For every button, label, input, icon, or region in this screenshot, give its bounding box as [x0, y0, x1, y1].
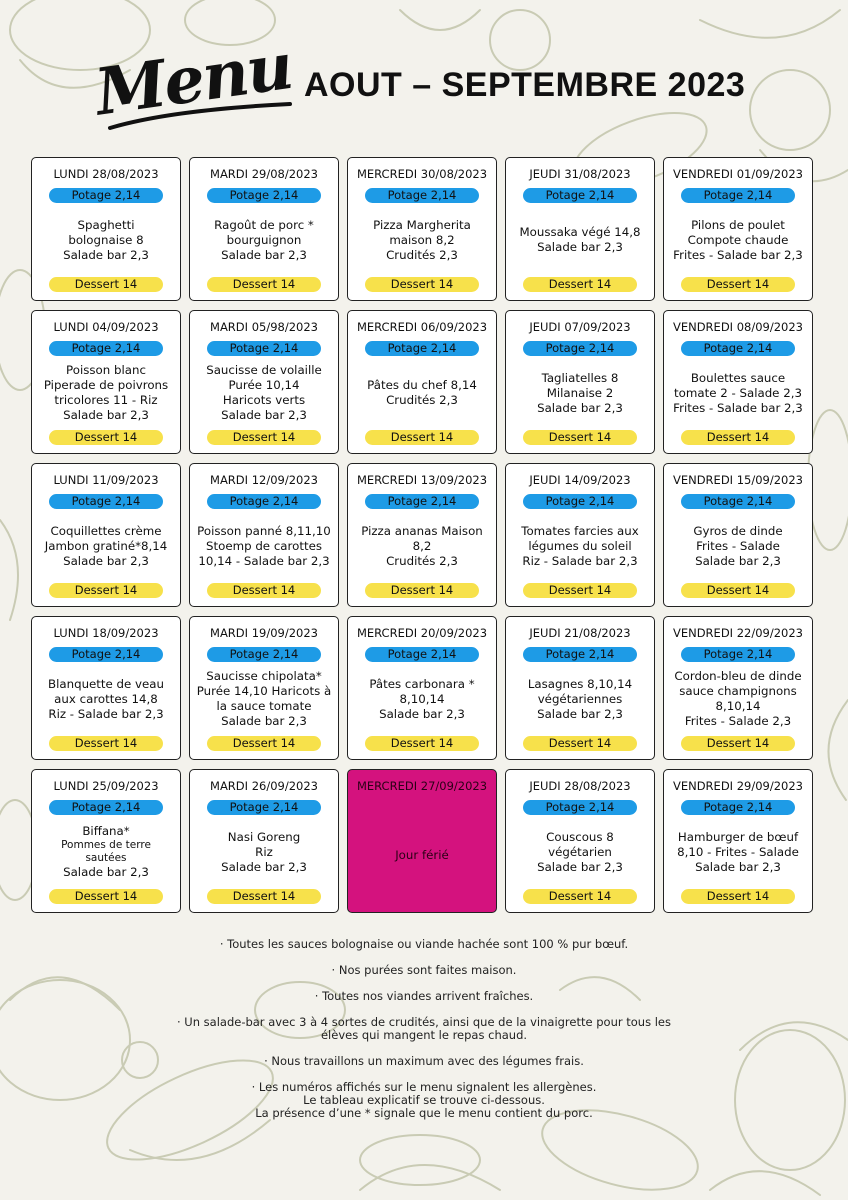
dish-line: Milanaise 2	[546, 385, 614, 400]
dessert-badge: Dessert 14	[523, 889, 637, 904]
dessert-badge: Dessert 14	[365, 583, 479, 598]
day-label: MARDI 19/09/2023	[210, 626, 318, 640]
dish-line: Saucisse de volaille	[206, 363, 322, 377]
note-line: Le tableau explicatif se trouve ci-dessous.	[303, 1093, 545, 1107]
dish-line: sauce champignons	[679, 684, 797, 698]
dish-description	[510, 360, 650, 426]
dish-description	[352, 360, 492, 426]
dessert-badge: Dessert 14	[523, 583, 637, 598]
day-card	[189, 310, 339, 454]
potage-badge: Potage 2,14	[523, 647, 637, 662]
note-line: · Un salade-bar avec 3 à 4 sortes de crudités, ainsi que de la vinaigrette pour tous les	[176, 1015, 671, 1029]
day-label: JEUDI 14/09/2023	[529, 473, 631, 487]
dish-description	[36, 666, 176, 732]
dessert-badge: Dessert 14	[523, 736, 637, 751]
dish-line: 8,10,14	[399, 691, 445, 706]
dish-description	[510, 666, 650, 732]
dish-line: Salade bar 2,3	[63, 408, 149, 422]
dish-line: tomate 2 - Salade 2,3	[674, 385, 802, 400]
dish-line: sautées	[85, 852, 127, 864]
dish-line: Frites - Salade	[696, 538, 780, 553]
dessert-badge: Dessert 14	[207, 583, 321, 598]
day-label: MERCREDI 06/09/2023	[356, 320, 488, 334]
potage-badge: Potage 2,14	[523, 188, 637, 203]
potage-badge: Potage 2,14	[207, 494, 321, 509]
day-card	[31, 157, 181, 301]
dessert-badge: Dessert 14	[49, 430, 163, 445]
dish-line: Salade bar 2,3	[537, 400, 623, 415]
dish-line: Salade bar 2,3	[63, 865, 149, 879]
dish-description	[36, 207, 176, 273]
potage-badge: Potage 2,14	[207, 188, 321, 203]
note-item	[0, 1055, 848, 1068]
dessert-badge: Dessert 14	[207, 736, 321, 751]
dessert-badge: Dessert 14	[207, 889, 321, 904]
dish-line: Pilons de poulet	[691, 217, 785, 232]
potage-badge: Potage 2,14	[523, 494, 637, 509]
day-label: JEUDI 28/08/2023	[529, 779, 631, 793]
dessert-badge: Dessert 14	[49, 736, 163, 751]
day-label: MARDI 05/98/2023	[210, 320, 318, 334]
dish-line: Salade bar 2,3	[537, 859, 623, 874]
dish-line: Riz	[255, 844, 273, 859]
dish-line: Couscous 8	[546, 829, 614, 844]
dish-line: Stoemp de carottes	[206, 538, 322, 553]
dessert-badge: Dessert 14	[207, 430, 321, 445]
potage-badge: Potage 2,14	[207, 647, 321, 662]
note-line: La présence d’une * signale que le menu contient du porc.	[255, 1106, 593, 1120]
day-card	[189, 616, 339, 760]
day-label: LUNDI 11/09/2023	[53, 473, 159, 487]
dessert-badge: Dessert 14	[681, 736, 795, 751]
day-card	[189, 157, 339, 301]
dish-line: 8,10,14	[715, 699, 761, 713]
potage-badge: Potage 2,14	[49, 647, 163, 662]
potage-badge: Potage 2,14	[681, 341, 795, 356]
dish-line: Piperade de poivrons	[43, 378, 169, 392]
potage-badge: Potage 2,14	[365, 647, 479, 662]
potage-badge: Potage 2,14	[523, 341, 637, 356]
dish-line: Purée 14,10 Haricots à	[196, 684, 332, 698]
day-label: MERCREDI 20/09/2023	[356, 626, 488, 640]
dish-description	[668, 666, 808, 732]
dish-description	[194, 513, 334, 579]
dish-line: la sauce tomate	[216, 699, 312, 713]
dish-description	[668, 819, 808, 885]
potage-badge: Potage 2,14	[523, 800, 637, 815]
dish-line: Moussaka végé 14,8	[519, 225, 641, 239]
dish-description	[352, 815, 492, 895]
potage-badge: Potage 2,14	[49, 800, 163, 815]
potage-badge: Potage 2,14	[207, 800, 321, 815]
dish-description	[352, 207, 492, 273]
day-card	[663, 463, 813, 607]
dessert-badge: Dessert 14	[681, 889, 795, 904]
dish-line: Biffana*	[82, 824, 130, 838]
dish-description	[36, 819, 176, 885]
dish-line: Salade bar 2,3	[221, 247, 307, 262]
day-card	[347, 616, 497, 760]
dessert-badge: Dessert 14	[49, 277, 163, 292]
dish-line: Riz - Salade bar 2,3	[522, 553, 638, 568]
dish-line: Gyros de dinde	[693, 523, 783, 538]
note-line: · Nous travaillons un maximum avec des légumes frais.	[264, 1054, 584, 1068]
dish-line: Poisson panné 8,11,10	[197, 523, 331, 538]
dish-description	[352, 666, 492, 732]
dish-description	[194, 360, 334, 426]
note-item	[0, 1016, 848, 1042]
day-label: VENDREDI 08/09/2023	[672, 320, 804, 334]
day-card	[663, 310, 813, 454]
dish-line: Salade bar 2,3	[379, 706, 465, 721]
notes-section	[0, 938, 848, 1133]
day-card	[31, 310, 181, 454]
day-label: MARDI 29/08/2023	[210, 167, 318, 181]
dish-description	[668, 207, 808, 273]
dish-line: Salade bar 2,3	[537, 706, 623, 721]
dish-description	[510, 513, 650, 579]
dish-line: Coquillettes crème	[50, 523, 162, 538]
dish-line: Pommes de terre	[61, 839, 151, 851]
dish-line: Tomates farcies aux	[521, 523, 639, 538]
dish-line: bolognaise 8	[68, 232, 144, 247]
day-card	[347, 157, 497, 301]
dessert-badge: Dessert 14	[523, 430, 637, 445]
dish-line: 8,2	[412, 538, 432, 553]
dish-line: Frites - Salade bar 2,3	[673, 247, 803, 262]
potage-badge: Potage 2,14	[49, 494, 163, 509]
menu-grid	[31, 157, 813, 913]
dish-line: Pâtes du chef 8,14	[367, 378, 477, 392]
dessert-badge: Dessert 14	[49, 889, 163, 904]
page-title: AOUT – SEPTEMBRE 2023	[304, 66, 746, 104]
day-card	[663, 616, 813, 760]
potage-badge: Potage 2,14	[681, 800, 795, 815]
day-card	[347, 310, 497, 454]
dish-line: Salade bar 2,3	[63, 247, 149, 262]
day-card	[663, 769, 813, 913]
dish-description	[510, 207, 650, 273]
day-label: JEUDI 21/08/2023	[529, 626, 631, 640]
dish-line: Cordon-bleu de dinde	[674, 669, 802, 683]
day-card	[663, 157, 813, 301]
dish-line: maison 8,2	[389, 232, 455, 247]
day-label: MERCREDI 30/08/2023	[356, 167, 488, 181]
day-label: VENDREDI 15/09/2023	[672, 473, 804, 487]
dish-line: Jambon gratiné*8,14	[44, 538, 168, 553]
dessert-badge: Dessert 14	[523, 277, 637, 292]
dish-line: Salade bar 2,3	[63, 553, 149, 568]
dish-line: Ragoût de porc *	[214, 217, 314, 232]
dish-line: bourguignon	[226, 232, 302, 247]
day-card	[31, 769, 181, 913]
day-card	[347, 463, 497, 607]
dish-line: 10,14 - Salade bar 2,3	[198, 553, 330, 568]
day-label: LUNDI 04/09/2023	[53, 320, 159, 334]
dish-line: Saucisse chipolata*	[206, 669, 322, 683]
day-card	[505, 310, 655, 454]
dessert-badge: Dessert 14	[365, 736, 479, 751]
note-item	[0, 990, 848, 1003]
dish-description	[194, 207, 334, 273]
note-item	[0, 938, 848, 951]
dish-line: Riz - Salade bar 2,3	[48, 706, 164, 721]
day-label: MERCREDI 27/09/2023	[356, 779, 488, 793]
dessert-badge: Dessert 14	[681, 583, 795, 598]
dish-line: Crudités 2,3	[386, 247, 458, 262]
dish-description	[194, 666, 334, 732]
potage-badge: Potage 2,14	[49, 341, 163, 356]
note-line: élèves qui mangent le repas chaud.	[320, 1028, 528, 1042]
dish-line: végétariennes	[537, 691, 623, 706]
day-card	[505, 616, 655, 760]
day-label: VENDREDI 22/09/2023	[672, 626, 804, 640]
dish-line: Nasi Goreng	[227, 829, 301, 844]
dessert-badge: Dessert 14	[365, 277, 479, 292]
dish-line: Compote chaude	[687, 232, 789, 247]
dessert-badge: Dessert 14	[681, 277, 795, 292]
day-label: LUNDI 28/08/2023	[53, 167, 159, 181]
dish-line: légumes du soleil	[528, 538, 632, 553]
day-card	[31, 463, 181, 607]
dish-line: Tagliatelles 8	[541, 370, 619, 385]
day-label: VENDREDI 29/09/2023	[672, 779, 804, 793]
dish-line: tricolores 11 - Riz	[54, 393, 158, 407]
dish-description	[668, 513, 808, 579]
dish-line: Hamburger de bœuf	[677, 829, 799, 844]
note-line: · Toutes les sauces bolognaise ou viande hachée sont 100 % pur bœuf.	[219, 937, 629, 951]
dish-line: aux carottes 14,8	[54, 691, 158, 706]
day-label: MERCREDI 13/09/2023	[356, 473, 488, 487]
day-card-holiday	[347, 769, 497, 913]
dessert-badge: Dessert 14	[681, 430, 795, 445]
dish-line: Haricots verts	[222, 393, 306, 407]
dish-line: 8,10 - Frites - Salade	[677, 844, 799, 859]
potage-badge: Potage 2,14	[365, 188, 479, 203]
dish-description	[36, 360, 176, 426]
dish-line: Salade bar 2,3	[537, 240, 623, 254]
dish-description	[194, 819, 334, 885]
dish-line: Purée 10,14	[228, 378, 300, 392]
day-label: MARDI 12/09/2023	[210, 473, 318, 487]
dish-line: Blanquette de veau	[48, 676, 164, 691]
note-line: · Nos purées sont faites maison.	[331, 963, 517, 977]
header	[0, 29, 848, 150]
dish-line: Pâtes carbonara *	[369, 676, 475, 691]
dish-description	[510, 819, 650, 885]
dish-line: Poisson blanc	[66, 363, 146, 377]
dish-line: Salade bar 2,3	[695, 553, 781, 568]
note-item	[0, 1081, 848, 1120]
dish-line: Salade bar 2,3	[221, 714, 307, 728]
dish-line: Salade bar 2,3	[221, 859, 307, 874]
dish-line: végétarien	[548, 844, 612, 859]
day-label: JEUDI 31/08/2023	[529, 167, 631, 181]
day-card	[505, 463, 655, 607]
potage-badge: Potage 2,14	[49, 188, 163, 203]
dish-description	[668, 360, 808, 426]
dish-description	[352, 513, 492, 579]
potage-badge: Potage 2,14	[365, 341, 479, 356]
dessert-badge: Dessert 14	[207, 277, 321, 292]
day-label: LUNDI 18/09/2023	[53, 626, 159, 640]
day-card	[505, 769, 655, 913]
potage-badge: Potage 2,14	[207, 341, 321, 356]
dish-line: Spaghetti	[77, 217, 135, 232]
dessert-badge: Dessert 14	[365, 430, 479, 445]
dish-line: Frites - Salade bar 2,3	[673, 400, 803, 415]
dish-line: Pizza ananas Maison	[361, 523, 483, 538]
potage-badge: Potage 2,14	[681, 647, 795, 662]
note-item	[0, 964, 848, 977]
day-card	[31, 616, 181, 760]
day-label: MARDI 26/09/2023	[210, 779, 318, 793]
dish-line: Crudités 2,3	[386, 553, 458, 568]
dish-line: Lasagnes 8,10,14	[527, 676, 633, 691]
dessert-badge: Dessert 14	[49, 583, 163, 598]
potage-badge: Potage 2,14	[681, 188, 795, 203]
day-label: LUNDI 25/09/2023	[53, 779, 159, 793]
dish-line: Boulettes sauce	[690, 370, 786, 385]
dish-line: Salade bar 2,3	[695, 859, 781, 874]
day-label: JEUDI 07/09/2023	[529, 320, 631, 334]
potage-badge: Potage 2,14	[365, 494, 479, 509]
day-card	[189, 769, 339, 913]
dish-description	[36, 513, 176, 579]
dish-line: Jour férié	[395, 847, 449, 862]
day-card	[505, 157, 655, 301]
dish-line: Pizza Margherita	[373, 217, 471, 232]
potage-badge: Potage 2,14	[681, 494, 795, 509]
menu-script-word: Menu	[90, 29, 296, 131]
note-line: · Les numéros affichés sur le menu signalent les allergènes.	[251, 1080, 597, 1094]
day-label: VENDREDI 01/09/2023	[672, 167, 804, 181]
dish-line: Crudités 2,3	[386, 393, 458, 407]
dish-line: Salade bar 2,3	[221, 408, 307, 422]
day-card	[189, 463, 339, 607]
note-line: · Toutes nos viandes arrivent fraîches.	[314, 989, 534, 1003]
dish-line: Frites - Salade 2,3	[684, 714, 792, 728]
